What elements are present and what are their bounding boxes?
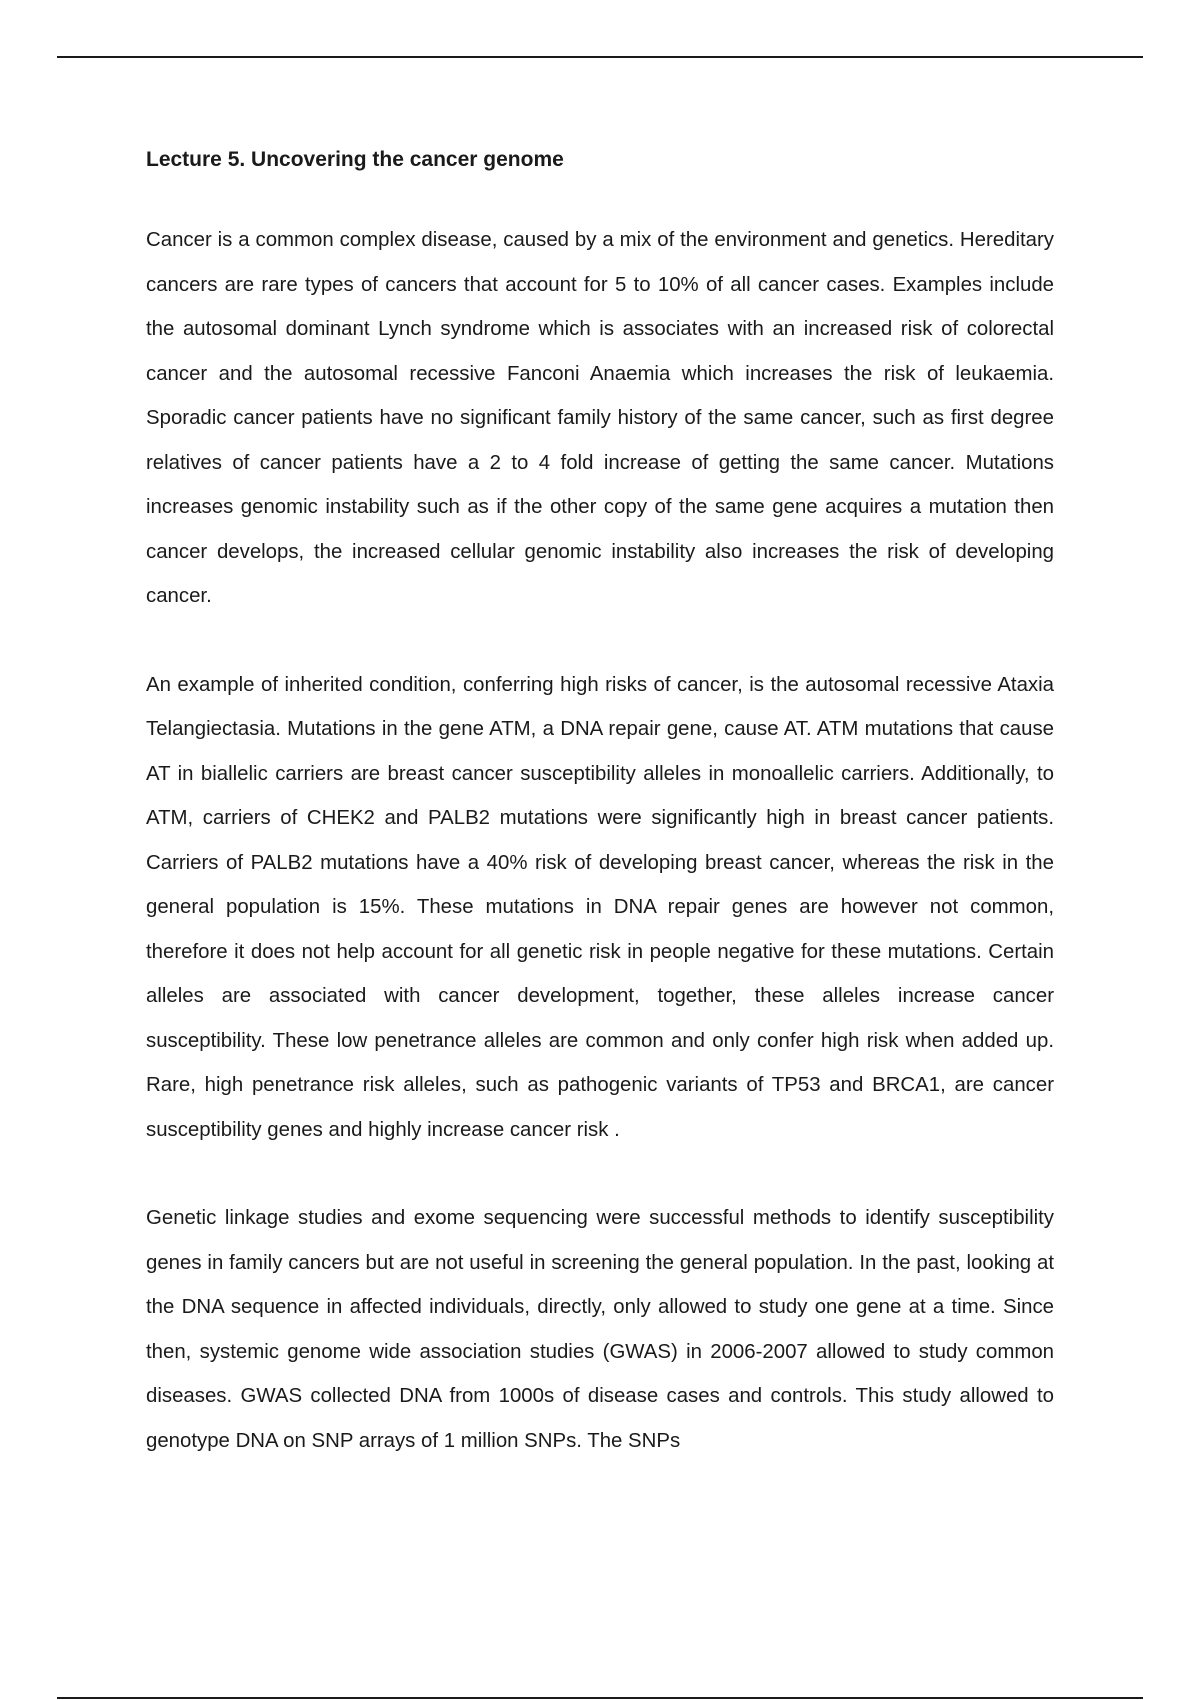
paragraph-gwas: Genetic linkage studies and exome sequencing were successful methods to identify susceptibility genes in family cancers but are not useful in screening the general population. In the past, looking at the DNA sequence in affected individuals, directly, only allowed to study one gene at a time. Since then, systemic genome wide association studies (GWAS) in 2006-2007 allowed to study common diseases. GWAS collected DNA from 1000s of disease cases and controls. This study allowed to genotype DNA on SNP arrays of 1 million SNPs. The SNPs bbox=[146, 1207, 1054, 1452]
paragraph-cancer-overview: Cancer is a common complex disease, caused by a mix of the environment and genetics. Hereditary cancers are rare types of cancers that account for 5 to 10% of all cancer cases. Examples include the autosomal dominant Lynch syndrome which is associates with an increased risk of colorectal cancer and the autosomal recessive Fanconi Anaemia which increases the risk of leukaemia. Sporadic cancer patients have no significant family history of the same cancer, such as first degree relatives of cancer patients have a 2 to 4 fold increase of getting the same cancer. Mutations increases genomic instability such as if the other copy of the same gene acquires a mutation then cancer develops, the increased cellular genomic instability also increases the risk of developing cancer. bbox=[146, 229, 1054, 607]
lecture-title: Lecture 5. Uncovering the cancer genome bbox=[146, 148, 564, 171]
header-rule bbox=[57, 56, 1143, 58]
footer-rule bbox=[57, 1697, 1143, 1699]
document-body bbox=[146, 145, 1054, 1463]
paragraph-inherited-conditions: An example of inherited condition, conferring high risks of cancer, is the autosomal recessive Ataxia Telangiectasia. Mutations in the gene ATM, a DNA repair gene, cause AT. ATM mutations that cause AT in biallelic carriers are breast cancer susceptibility alleles in monoallelic carriers. Additionally, to ATM, carriers of CHEK2 and PALB2 mutations were significantly high in breast cancer patients. Carriers of PALB2 mutations have a 40% risk of developing breast cancer, whereas the risk in the general population is 15%. These mutations in DNA repair genes are however not common, therefore it does not help account for all genetic risk in people negative for these mutations. Certain alleles are associated with cancer development, together, these alleles increase cancer susceptibility. These low penetrance alleles are common and only confer high risk when added up. Rare, high penetrance risk alleles, such as pathogenic variants of TP53 and BRCA1, are cancer susceptibility genes and highly increase cancer risk . bbox=[146, 673, 1054, 1141]
